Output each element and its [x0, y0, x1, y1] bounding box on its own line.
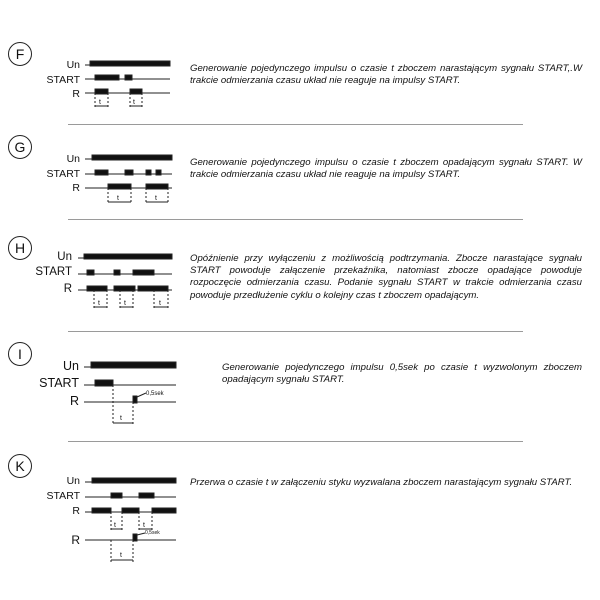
t-label: t: [155, 195, 157, 202]
section-f-description: Generowanie pojedynczego impulsu o czasie t zboczem narastającym sygnału START,.W trakcie odmierzania czasu układ nie reaguje na impulsy START.: [190, 63, 582, 87]
signal-label-un: Un: [66, 153, 80, 165]
section-f-badge: F: [8, 42, 32, 66]
signal-label-r: R: [72, 182, 80, 194]
section-h-description: Opóźnienie przy wyłączeniu z możliwością podtrzymania. Zbocze narastające sygnału START powoduje załączenie przekaźnika, natomiast zbocze opadające powoduje rozpoczęcie odmierzania czasu. Podanie sygnału START w trakcie odmierzania czasu powoduje przedłużenie cyklu o kolejny czas t zboczem opadającym.: [190, 253, 582, 301]
signal-label-un: Un: [66, 475, 80, 487]
signal-label-un: Un: [66, 59, 80, 71]
t-label: t: [124, 300, 126, 307]
t-label: t: [120, 552, 122, 559]
signal-label-r: R: [63, 283, 72, 295]
t-label: t: [133, 99, 135, 106]
signal-label-r: R: [71, 533, 80, 547]
section-i-description: Generowanie pojedynczego impulsu 0,5sek po czasie t wyzwolonym zboczem opadającym sygnału START.: [222, 362, 582, 386]
t-label: t: [98, 300, 100, 307]
signal-label-start: START: [35, 266, 72, 278]
pulse-duration-label: 0,5sek: [146, 391, 164, 397]
signal-label-start: START: [46, 490, 80, 502]
signal-label-start: START: [39, 376, 79, 390]
t-label: t: [117, 195, 119, 202]
section-k-badge: K: [8, 454, 32, 478]
t-label: t: [143, 522, 145, 529]
signal-label-start: START: [46, 168, 80, 180]
t-label: t: [114, 522, 116, 529]
signal-label-un: Un: [57, 251, 72, 263]
pulse-duration-label: 0,5sek: [145, 530, 160, 536]
section-k-description: Przerwa o czasie t w załączeniu styku wyzwalana zboczem narastającym sygnału START.: [190, 477, 573, 488]
section-h-badge: H: [8, 236, 32, 260]
t-label: t: [120, 415, 122, 422]
signal-label-r: R: [72, 505, 80, 517]
signal-label-start: START: [46, 74, 80, 86]
signal-label-r: R: [72, 88, 80, 100]
signal-label-un: Un: [63, 359, 79, 373]
section-g-description: Generowanie pojedynczego impulsu o czasie t zboczem opadającym sygnału START. W trakcie odmierzania czasu układ nie reaguje na impulsy START.: [190, 157, 582, 181]
t-label: t: [99, 99, 101, 106]
section-i-badge: I: [8, 342, 32, 366]
signal-label-r: R: [69, 394, 79, 408]
t-label: t: [159, 300, 161, 307]
section-g-badge: G: [8, 135, 32, 159]
